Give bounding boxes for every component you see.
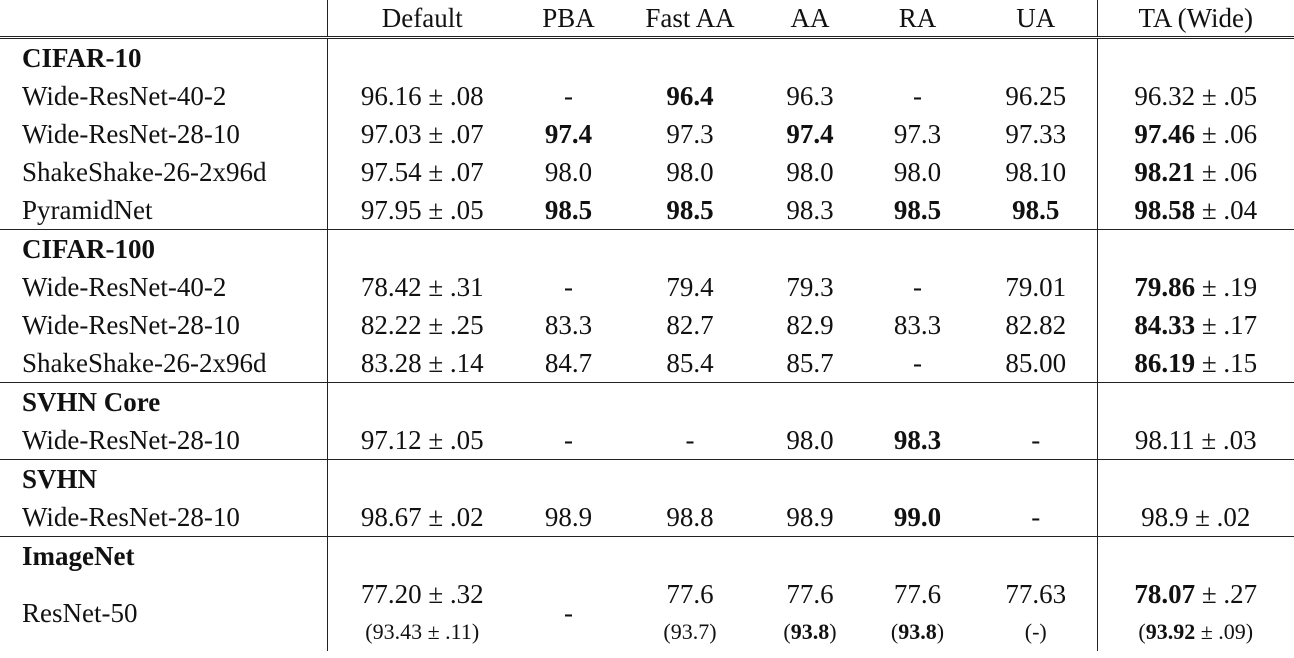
value: 96.3	[786, 81, 834, 111]
cell-ta-wide	[1097, 153, 1294, 191]
group-name-imagenet: ImageNet	[22, 541, 135, 571]
table-row	[0, 268, 1294, 306]
top5-accuracy	[860, 613, 975, 651]
value: 96.16 ± .08	[360, 81, 484, 111]
cell-default	[327, 498, 517, 537]
cell-fast-aa	[620, 306, 760, 344]
value: 98.8	[666, 502, 714, 532]
model-name: ShakeShake-26-2x96d	[0, 344, 327, 383]
cell-ta-wide	[1097, 575, 1294, 651]
cell-ta-wide	[1097, 115, 1294, 153]
value: 97.03 ± .07	[360, 119, 484, 149]
empty-cell	[860, 230, 975, 269]
group-name-svhn-core: SVHN Core	[22, 387, 161, 417]
value: 85.7	[786, 348, 834, 378]
cell-aa	[760, 306, 860, 344]
cell-fast-aa	[620, 77, 760, 115]
cell-ua	[975, 498, 1097, 537]
cell-ra	[860, 115, 975, 153]
top5-value: )	[829, 619, 837, 644]
empty-cell	[975, 537, 1097, 576]
value: -	[1031, 502, 1041, 532]
empty-cell	[327, 460, 517, 499]
value: 79.4	[666, 272, 714, 302]
empty-cell	[517, 460, 620, 499]
top5-accuracy	[620, 613, 760, 651]
value: 96.32 ± .05	[1134, 81, 1258, 111]
empty-cell	[975, 230, 1097, 269]
cell-ta-wide	[1097, 306, 1294, 344]
bold-value: 97.4	[786, 119, 834, 149]
group-header-row	[0, 383, 1294, 422]
cell-pba	[517, 115, 620, 153]
column-header-ra: RA	[860, 0, 975, 38]
cell-ua	[975, 421, 1097, 460]
cell-ua	[975, 344, 1097, 383]
cell-ua	[975, 575, 1097, 651]
empty-cell	[327, 383, 517, 422]
cell-pba	[517, 306, 620, 344]
value: 83.3	[544, 310, 593, 340]
value: 82.82	[1005, 310, 1067, 340]
group-header-row	[0, 230, 1294, 269]
value: -	[564, 425, 573, 455]
empty-cell	[860, 537, 975, 576]
cell-default	[327, 153, 517, 191]
model-name: ResNet-50	[22, 598, 138, 628]
bold-value: 98.21	[1134, 157, 1196, 187]
bold-value: 86.19	[1134, 348, 1196, 378]
cell-ta-wide	[1097, 268, 1294, 306]
cell-aa	[760, 421, 860, 460]
top5-bold-value: 93.8	[790, 619, 830, 644]
cell-aa	[760, 575, 860, 651]
value: -	[564, 81, 573, 111]
cell-ta-wide	[1097, 191, 1294, 230]
empty-cell	[517, 537, 620, 576]
model-name: Wide-ResNet-28-10	[22, 310, 240, 340]
cell-ta-wide	[1097, 498, 1294, 537]
cell-ta-wide	[1097, 421, 1294, 460]
cell-ra	[860, 575, 975, 651]
value: 98.9 ± .02	[1141, 502, 1251, 532]
table-row	[0, 191, 1294, 230]
value: 77.6	[666, 579, 714, 609]
top5-accuracy	[760, 613, 860, 651]
value: ± .27	[1195, 579, 1258, 609]
group-header-row	[0, 460, 1294, 499]
value: -	[564, 598, 573, 628]
top5-accuracy	[328, 613, 518, 651]
top5-value: (93.43 ± .11)	[365, 619, 480, 644]
cell-ta-wide	[1097, 344, 1294, 383]
bold-value: 98.5	[544, 195, 593, 225]
column-header-pba: PBA	[517, 0, 620, 38]
empty-cell	[860, 460, 975, 499]
value: 98.9	[544, 502, 593, 532]
table-row	[0, 115, 1294, 153]
value: 96.25	[1005, 81, 1067, 111]
value: 98.0	[666, 157, 714, 187]
value: -	[1031, 425, 1041, 455]
top1-accuracy	[328, 575, 518, 613]
value: 98.0	[544, 157, 593, 187]
group-name-cifar-100: CIFAR-100	[22, 234, 155, 264]
empty-cell	[620, 230, 760, 269]
value: 98.11 ± .03	[1134, 425, 1257, 455]
cell-ra	[860, 153, 975, 191]
cell-ua	[975, 153, 1097, 191]
empty-cell	[517, 230, 620, 269]
cell-aa	[760, 191, 860, 230]
bold-value: 84.33	[1134, 310, 1196, 340]
empty-cell	[760, 383, 860, 422]
value: 98.3	[786, 195, 834, 225]
empty-cell	[327, 230, 517, 269]
value: ± .17	[1195, 310, 1258, 340]
top1-accuracy	[1098, 575, 1294, 613]
cell-aa	[760, 77, 860, 115]
cell-aa	[760, 498, 860, 537]
cell-pba	[517, 575, 620, 651]
bold-value: 98.58	[1134, 195, 1196, 225]
cell-default	[327, 575, 517, 651]
cell-pba	[517, 191, 620, 230]
top5-value: (	[890, 619, 899, 644]
column-header-ta-wide: TA (Wide)	[1097, 0, 1294, 38]
cell-ua	[975, 115, 1097, 153]
value: 79.01	[1005, 272, 1067, 302]
cell-default	[327, 115, 517, 153]
table-row	[0, 421, 1294, 460]
cell-aa	[760, 115, 860, 153]
empty-cell	[620, 383, 760, 422]
cell-pba	[517, 498, 620, 537]
cell-ra	[860, 77, 975, 115]
group-header-row	[0, 537, 1294, 576]
empty-cell	[327, 38, 517, 78]
value: 77.6	[893, 579, 942, 609]
value: 82.9	[786, 310, 834, 340]
top5-value: ± .09)	[1195, 619, 1254, 644]
value: 84.7	[544, 348, 593, 378]
empty-cell	[620, 460, 760, 499]
empty-cell	[760, 460, 860, 499]
value: -	[564, 272, 573, 302]
empty-cell	[620, 537, 760, 576]
value: 78.42 ± .31	[360, 272, 484, 302]
model-name: Wide-ResNet-28-10	[22, 119, 240, 149]
model-name: ShakeShake-26-2x96d	[22, 157, 267, 187]
top1-accuracy	[620, 575, 760, 613]
value: 98.0	[893, 157, 942, 187]
bold-value: 97.4	[544, 119, 593, 149]
value: 77.6	[786, 579, 834, 609]
value: 98.0	[786, 425, 834, 455]
value: 98.0	[786, 157, 834, 187]
cell-aa	[760, 268, 860, 306]
value: 77.20 ± .32	[360, 579, 484, 609]
empty-cell	[1097, 230, 1294, 269]
cell-fast-aa	[620, 421, 760, 460]
value: 85.4	[666, 348, 714, 378]
value: ± .06	[1195, 157, 1258, 187]
cell-pba	[517, 77, 620, 115]
model-name: Wide-ResNet-28-10	[0, 421, 327, 460]
top5-value: (-)	[1024, 619, 1047, 644]
empty-cell	[620, 38, 760, 78]
value: ± .04	[1195, 195, 1258, 225]
cell-ta-wide	[1097, 77, 1294, 115]
value: 98.67 ± .02	[360, 502, 484, 532]
cell-default	[327, 421, 517, 460]
top1-accuracy	[975, 575, 1097, 613]
empty-cell	[760, 38, 860, 78]
value: -	[913, 81, 922, 111]
model-name: Wide-ResNet-40-2	[22, 81, 227, 111]
bold-value: 98.5	[666, 195, 714, 225]
value: -	[913, 272, 922, 302]
bold-value: 97.46	[1134, 119, 1196, 149]
table-row	[0, 306, 1294, 344]
cell-default	[327, 77, 517, 115]
table-row	[0, 575, 1294, 651]
value: 85.00	[1005, 348, 1067, 378]
cell-pba	[517, 421, 620, 460]
top5-value: (	[1138, 619, 1146, 644]
value: 98.9	[786, 502, 834, 532]
top5-value: )	[936, 619, 945, 644]
cell-ra	[860, 421, 975, 460]
value: 77.63	[1005, 579, 1067, 609]
cell-ra	[860, 191, 975, 230]
top5-bold-value: 93.8	[898, 619, 937, 644]
value: ± .15	[1195, 348, 1258, 378]
bold-value: 78.07	[1134, 579, 1196, 609]
cell-ra	[860, 344, 975, 383]
value: 98.10	[1005, 157, 1067, 187]
top5-accuracy	[975, 613, 1097, 651]
cell-aa	[760, 153, 860, 191]
cell-default	[327, 268, 517, 306]
cell-ra	[860, 268, 975, 306]
model-name: Wide-ResNet-28-10	[0, 498, 327, 537]
table-row	[0, 344, 1294, 383]
top5-value: (	[783, 619, 791, 644]
cell-pba	[517, 268, 620, 306]
empty-cell	[517, 383, 620, 422]
bold-value: 98.5	[1012, 195, 1060, 225]
column-header-default: Default	[327, 0, 517, 38]
top1-accuracy	[860, 575, 975, 613]
cell-default	[327, 306, 517, 344]
value: 83.3	[893, 310, 942, 340]
cell-fast-aa	[620, 268, 760, 306]
empty-cell	[860, 38, 975, 78]
bold-value: 98.5	[893, 195, 942, 225]
table-row	[0, 77, 1294, 115]
cell-ra	[860, 306, 975, 344]
header-corner	[0, 0, 327, 38]
cell-ra	[860, 498, 975, 537]
cell-ua	[975, 191, 1097, 230]
cell-default	[327, 344, 517, 383]
model-name: PyramidNet	[0, 191, 327, 230]
cell-fast-aa	[620, 575, 760, 651]
bold-value: 98.3	[893, 425, 942, 455]
value: 79.3	[786, 272, 834, 302]
value: 97.3	[893, 119, 942, 149]
cell-fast-aa	[620, 153, 760, 191]
cell-ua	[975, 268, 1097, 306]
header-row	[0, 0, 1294, 38]
empty-cell	[975, 383, 1097, 422]
group-name-cifar-10: CIFAR-10	[22, 43, 142, 73]
empty-cell	[1097, 537, 1294, 576]
value: 82.22 ± .25	[360, 310, 484, 340]
value: 82.7	[666, 310, 714, 340]
cell-ua	[975, 306, 1097, 344]
model-name: Wide-ResNet-40-2	[22, 272, 227, 302]
bold-value: 96.4	[666, 81, 714, 111]
group-name-svhn: SVHN	[22, 464, 98, 494]
cell-default	[327, 191, 517, 230]
empty-cell	[760, 537, 860, 576]
empty-cell	[860, 383, 975, 422]
value: 97.12 ± .05	[360, 425, 484, 455]
cell-aa	[760, 344, 860, 383]
value: 97.3	[666, 119, 714, 149]
cell-pba	[517, 153, 620, 191]
empty-cell	[975, 38, 1097, 78]
top5-value: (93.7)	[663, 619, 717, 644]
column-header-aa: AA	[760, 0, 860, 38]
empty-cell	[517, 38, 620, 78]
value: 83.28 ± .14	[360, 348, 484, 378]
cell-ua	[975, 77, 1097, 115]
empty-cell	[1097, 38, 1294, 78]
top1-accuracy	[760, 575, 860, 613]
column-header-fast-aa: Fast AA	[620, 0, 760, 38]
cell-fast-aa	[620, 115, 760, 153]
value: ± .06	[1195, 119, 1258, 149]
table-row	[0, 153, 1294, 191]
cell-fast-aa	[620, 344, 760, 383]
value: 97.54 ± .07	[360, 157, 484, 187]
bold-value: 99.0	[893, 502, 942, 532]
top5-accuracy	[1098, 613, 1294, 651]
empty-cell	[975, 460, 1097, 499]
bold-value: 79.86	[1134, 272, 1196, 302]
value: 97.95 ± .05	[360, 195, 484, 225]
cell-pba	[517, 344, 620, 383]
empty-cell	[760, 230, 860, 269]
value: -	[685, 425, 695, 455]
value: ± .19	[1195, 272, 1258, 302]
value: 97.33	[1005, 119, 1067, 149]
empty-cell	[1097, 460, 1294, 499]
empty-cell	[327, 537, 517, 576]
table-row	[0, 498, 1294, 537]
cell-fast-aa	[620, 191, 760, 230]
empty-cell	[1097, 383, 1294, 422]
top5-bold-value: 93.92	[1145, 619, 1196, 644]
group-header-row	[0, 38, 1294, 78]
cell-fast-aa	[620, 498, 760, 537]
column-header-ua: UA	[975, 0, 1097, 38]
value: -	[913, 348, 922, 378]
